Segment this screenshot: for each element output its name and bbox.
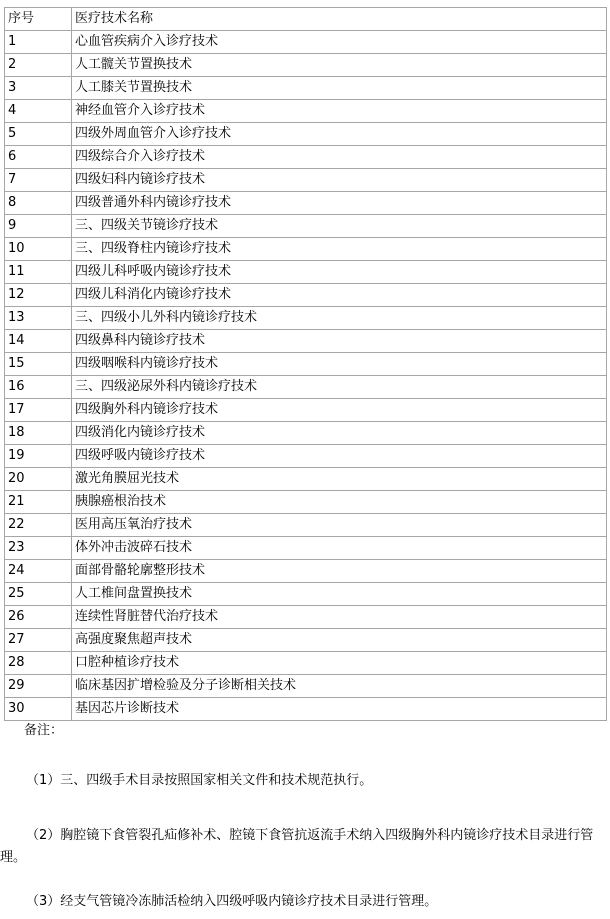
table-row [5,468,607,491]
row-index-cell: 24 [5,560,72,583]
row-index-cell: 21 [5,491,72,514]
table-row [5,284,607,307]
row-name-cell: 胰腺癌根治技术 [72,491,607,514]
table-row [5,652,607,675]
row-name-cell: 人工髋关节置换技术 [72,54,607,77]
row-index-cell: 20 [5,468,72,491]
row-index-cell: 2 [5,54,72,77]
header-name-cell: 医疗技术名称 [72,8,607,31]
table-row [5,31,607,54]
table-row [5,54,607,77]
note-item-3: （3）经支气管镜冷冻肺活检纳入四级呼吸内镜诊疗技术目录进行管理。 [26,894,438,909]
table-row [5,514,607,537]
table-row [5,169,607,192]
row-index-cell: 5 [5,123,72,146]
row-index-cell: 16 [5,376,72,399]
table-row [5,698,607,721]
row-name-cell: 口腔种植诊疗技术 [72,652,607,675]
row-index-cell: 26 [5,606,72,629]
row-name-cell: 四级消化内镜诊疗技术 [72,422,607,445]
row-name-cell: 激光角膜屈光技术 [72,468,607,491]
row-name-cell: 三、四级脊柱内镜诊疗技术 [72,238,607,261]
row-index-cell: 22 [5,514,72,537]
row-name-cell: 四级胸外科内镜诊疗技术 [72,399,607,422]
row-index-cell: 1 [5,31,72,54]
row-index-cell: 6 [5,146,72,169]
row-index-cell: 3 [5,77,72,100]
row-name-cell: 临床基因扩增检验及分子诊断相关技术 [72,675,607,698]
table-row [5,560,607,583]
medical-technology-table [4,7,607,721]
row-name-cell: 高强度聚焦超声技术 [72,629,607,652]
notes-title: 备注： [24,723,64,738]
table-row [5,330,607,353]
note-item-1: （1）三、四级手术目录按照国家相关文件和技术规范执行。 [26,773,373,788]
row-index-cell: 7 [5,169,72,192]
row-index-cell: 9 [5,215,72,238]
row-name-cell: 四级呼吸内镜诊疗技术 [72,445,607,468]
header-index-cell: 序号 [5,8,72,31]
row-index-cell: 18 [5,422,72,445]
table-row [5,353,607,376]
table-row [5,629,607,652]
table-row [5,146,607,169]
table-row [5,238,607,261]
row-index-cell: 30 [5,698,72,721]
note-item-2: （2）胸腔镜下食管裂孔疝修补术、腔镜下食管抗返流手术纳入四级胸外科内镜诊疗技术目录进行管理。 [0,828,594,865]
table-row [5,77,607,100]
row-index-cell: 15 [5,353,72,376]
row-name-cell: 三、四级关节镜诊疗技术 [72,215,607,238]
table-row [5,491,607,514]
table-row [5,537,607,560]
table-body [5,8,607,721]
row-index-cell: 23 [5,537,72,560]
row-index-cell: 4 [5,100,72,123]
row-name-cell: 四级儿科呼吸内镜诊疗技术 [72,261,607,284]
row-name-cell: 三、四级小儿外科内镜诊疗技术 [72,307,607,330]
row-name-cell: 四级普通外科内镜诊疗技术 [72,192,607,215]
row-name-cell: 基因芯片诊断技术 [72,698,607,721]
row-index-cell: 11 [5,261,72,284]
table-row [5,307,607,330]
table-row [5,606,607,629]
table-row [5,583,607,606]
table-row [5,261,607,284]
row-name-cell: 神经血管介入诊疗技术 [72,100,607,123]
row-index-cell: 10 [5,238,72,261]
row-index-cell: 17 [5,399,72,422]
row-name-cell: 体外冲击波碎石技术 [72,537,607,560]
table-header-row [5,8,607,31]
row-name-cell: 医用高压氧治疗技术 [72,514,607,537]
row-name-cell: 三、四级泌尿外科内镜诊疗技术 [72,376,607,399]
table-row [5,422,607,445]
row-index-cell: 12 [5,284,72,307]
row-name-cell: 面部骨骼轮廓整形技术 [72,560,607,583]
table-row [5,445,607,468]
row-name-cell: 四级综合介入诊疗技术 [72,146,607,169]
row-index-cell: 25 [5,583,72,606]
table-row [5,675,607,698]
row-name-cell: 四级妇科内镜诊疗技术 [72,169,607,192]
row-index-cell: 19 [5,445,72,468]
row-name-cell: 人工椎间盘置换技术 [72,583,607,606]
table-row [5,376,607,399]
row-name-cell: 四级咽喉科内镜诊疗技术 [72,353,607,376]
row-name-cell: 心血管疾病介入诊疗技术 [72,31,607,54]
row-name-cell: 四级鼻科内镜诊疗技术 [72,330,607,353]
row-index-cell: 8 [5,192,72,215]
row-index-cell: 13 [5,307,72,330]
row-name-cell: 人工膝关节置换技术 [72,77,607,100]
row-name-cell: 四级外周血管介入诊疗技术 [72,123,607,146]
table-row [5,123,607,146]
row-name-cell: 四级儿科消化内镜诊疗技术 [72,284,607,307]
table-row [5,215,607,238]
row-name-cell: 连续性肾脏替代治疗技术 [72,606,607,629]
row-index-cell: 29 [5,675,72,698]
row-index-cell: 27 [5,629,72,652]
table-row [5,100,607,123]
table-row [5,399,607,422]
table-row [5,192,607,215]
row-index-cell: 28 [5,652,72,675]
row-index-cell: 14 [5,330,72,353]
